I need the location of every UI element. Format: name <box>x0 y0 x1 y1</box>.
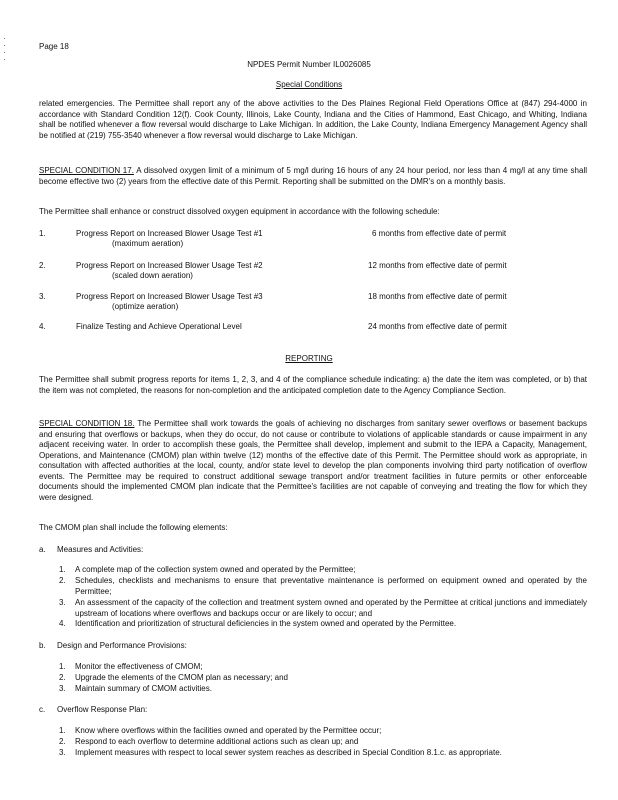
special-condition-18 <box>39 419 587 503</box>
schedule-number: 3. <box>39 292 46 301</box>
cmom-item-number: 3. <box>59 684 66 693</box>
cmom-item-number: 2. <box>59 576 66 585</box>
cmom-item-number: 3. <box>59 748 66 757</box>
reporting-title: REPORTING <box>285 354 333 363</box>
cmom-intro: The CMOM plan shall include the following elements: <box>39 523 228 532</box>
special-condition-17 <box>39 166 587 187</box>
reporting-paragraph: The Permittee shall submit progress reports for items 1, 2, 3, and 4 of the compliance schedule indicating: a) the date the item was completed, or b) that the item was not completed, the reasons for non-completion and the anticipated completion date to the Agency Compliance Section. <box>39 375 587 395</box>
schedule-item: Finalize Testing and Achieve Operational Level <box>76 322 242 331</box>
schedule-item: Progress Report on Increased Blower Usage Test #1 <box>76 229 263 238</box>
section-title: Special Conditions <box>275 80 343 89</box>
schedule-item: Progress Report on Increased Blower Usage Test #3 <box>76 292 263 301</box>
cmom-section-letter: b. <box>39 641 46 650</box>
special-condition-17-text: A dissolved oxygen limit of a minimum of 5 mg/l during 16 hours of any 24 hour period, nor less than 4 mg/l at any time shall become effective two (2) years from the effective date of this Permit. Reporting shall be submitted on the DMR's on a monthly basis. <box>39 166 588 186</box>
cmom-item-number: 4. <box>59 619 66 628</box>
special-condition-18-label: SPECIAL CONDITION 18. <box>39 419 135 428</box>
schedule-subitem: (scaled down aeration) <box>112 271 193 280</box>
cmom-section-title: Overflow Response Plan: <box>57 705 148 714</box>
cmom-item-number: 2. <box>59 737 66 746</box>
schedule-due: 18 months from effective date of permit <box>368 292 507 301</box>
schedule-number: 1. <box>39 229 46 238</box>
cmom-item-text: Respond to each overflow to determine additional actions such as clean up; and <box>75 737 359 746</box>
permit-number: NPDES Permit Number IL0026085 <box>247 60 371 69</box>
cmom-item-text: A complete map of the collection system owned and operated by the Permittee; <box>75 565 356 574</box>
special-condition-17-label: SPECIAL CONDITION 17. <box>39 166 134 175</box>
cmom-item-text: Monitor the effectiveness of CMOM; <box>75 662 203 671</box>
schedule-number: 4. <box>39 322 46 331</box>
cmom-section-letter: a. <box>39 545 46 554</box>
cmom-section-letter: c. <box>39 705 46 714</box>
intro-paragraph: related emergencies. The Permittee shall report any of the above activities to the Des Plaines Regional Field Operations Office at (847) 294-4000 in accordance with Standard Condition 12(f). Cook County, Illinois, Lake County, Indiana and the Cities of Hammond, East Chicago, and Whiting, Indiana shall be notified whenever a flow reversal would discharge to Lake Michigan. In addition, the Lake County, Indiana Emergency Management Agency shall be notified at (219) 755-3540 whenever a flow reversal would discharge to Lake Michigan. <box>39 99 587 140</box>
cmom-item-text: Implement measures with respect to local sewer system reaches as described in Special Condition 8.1.c. as appropriate. <box>75 748 502 757</box>
cmom-item-number: 3. <box>59 598 66 607</box>
schedule-subitem: (maximum aeration) <box>112 239 184 248</box>
page-number: Page 18 <box>39 42 69 51</box>
schedule-item: Progress Report on Increased Blower Usage Test #2 <box>76 261 263 270</box>
cmom-item-text: Schedules, checklists and mechanisms to ensure that preventative maintenance is performed on equipment owned and operated by the Permittee; <box>75 576 587 596</box>
schedule-subitem: (optimize aeration) <box>112 302 179 311</box>
cmom-section-title: Measures and Activities: <box>57 545 144 554</box>
cmom-item-text: Identification and prioritization of structural deficiencies in the system owned and operated by the Permittee. <box>75 619 457 628</box>
cmom-item-number: 1. <box>59 726 66 735</box>
schedule-due: 6 months from effective date of permit <box>372 229 507 238</box>
cmom-item-number: 2. <box>59 673 66 682</box>
schedule-number: 2. <box>39 261 46 270</box>
cmom-item-text: Know where overflows within the facilities owned and operated by the Permittee occur; <box>75 726 382 735</box>
schedule-intro: The Permittee shall enhance or construct dissolved oxygen equipment in accordance with the following schedule: <box>39 207 440 216</box>
cmom-item-text: An assessment of the capacity of the collection and treatment system owned and operated by the Permittee at critical junctions and immediately upstream of locations where overflows and backups occur or are likely to occur; and <box>75 598 587 618</box>
cmom-item-number: 1. <box>59 565 66 574</box>
schedule-due: 12 months from effective date of permit <box>368 261 507 270</box>
cmom-section-title: Design and Performance Provisions: <box>57 641 187 650</box>
cmom-item-number: 1. <box>59 662 66 671</box>
cmom-item-text: Upgrade the elements of the CMOM plan as necessary; and <box>75 673 288 682</box>
schedule-due: 24 months from effective date of permit <box>368 322 507 331</box>
special-condition-18-text: The Permittee shall work towards the goals of achieving no discharges from sanitary sewer overflows or basement backups and ensuring that overflows or backups, when they do occur, do not cause or contribute to violations of applicable standards or cause impairment in any adjacent receiving water. In order to accomplish these goals, the Permittee shall develop, implement and submit to the IEPA a Capacity, Management, Operations, and Maintenance (CMOM) plan within twelve (12) months of the effective date of this Permit. The Permittee should work as appropriate, in consultation with affected authorities at the local, county, and/or state level to develop the plan components involving third party notification of overflow events. The Permittee may be required to construct additional sewage transport and/or treatment facilities in future permits or other enforceable documents should the implemented CMOM plan indicate that the Permittee's facilities are not capable of conveying and treating the flow for which they were designed. <box>39 419 587 502</box>
cmom-item-text: Maintain summary of CMOM activities. <box>75 684 212 693</box>
